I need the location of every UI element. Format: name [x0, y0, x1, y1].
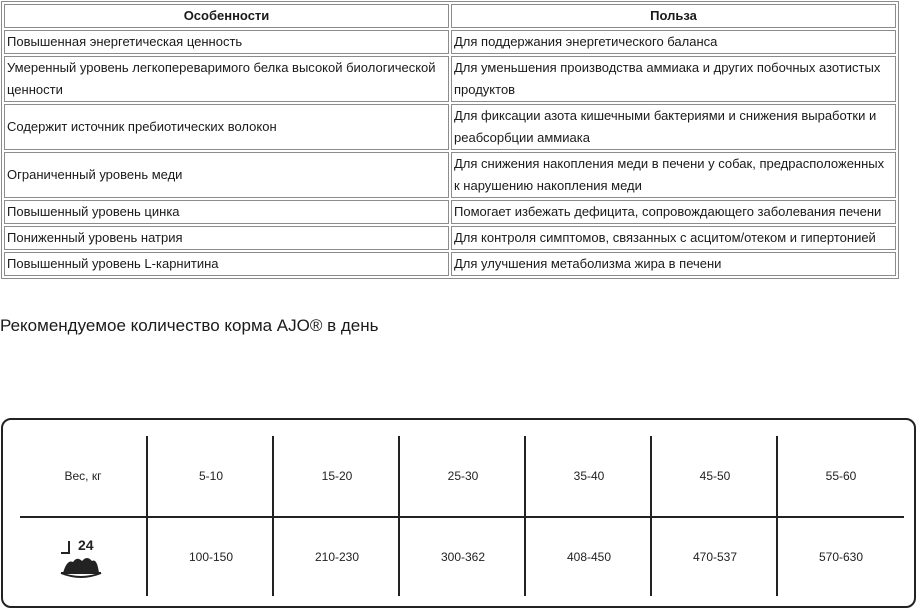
daily-icon-text: 24	[78, 537, 94, 553]
amount-value: 470-537	[692, 550, 738, 564]
feature-cell: Ограниченный уровень меди	[4, 152, 449, 198]
table-row	[4, 252, 896, 276]
feature-cell: Повышенная энергетическая ценность	[4, 30, 449, 54]
table-row	[4, 200, 896, 224]
benefit-cell: Помогает избежать дефицита, сопровождающего заболевания печени	[451, 200, 896, 224]
feeding-heading: Рекомендуемое количество корма AJO® в день	[0, 316, 379, 335]
weight-value: 15-20	[321, 469, 353, 483]
weight-value: 45-50	[699, 469, 731, 483]
weight-value: 25-30	[447, 469, 479, 483]
weight-value: 5-10	[198, 469, 224, 483]
table-row	[4, 104, 896, 150]
table-row	[4, 226, 896, 250]
benefit-cell: Для уменьшения производства аммиака и других побочных азотистых продуктов	[451, 56, 896, 102]
benefit-cell: Для поддержания энергетического баланса	[451, 30, 896, 54]
feature-cell: Пониженный уровень натрия	[4, 226, 449, 250]
feeding-grid	[20, 436, 904, 596]
table-row	[4, 56, 896, 102]
amount-value: 100-150	[188, 550, 234, 564]
amount-value: 570-630	[818, 550, 864, 564]
feature-cell: Повышенный уровень L-карнитина	[4, 252, 449, 276]
features-table	[1, 1, 899, 279]
benefit-cell: Для улучшения метаболизма жира в печени	[451, 252, 896, 276]
table-header-row	[4, 4, 896, 28]
column-header-features: Особенности	[4, 4, 449, 28]
amount-value: 300-362	[440, 550, 486, 564]
weight-value: 55-60	[825, 469, 857, 483]
feature-cell: Умеренный уровень легкопереваримого белка высокой биологической ценности	[4, 56, 449, 102]
column-header-benefit: Польза	[451, 4, 896, 28]
table-row	[4, 30, 896, 54]
benefit-cell: Для снижения накопления меди в печени у собак, предрасположенных к нарушению накопления меди	[451, 152, 896, 198]
daily-food-bowl-icon	[20, 518, 146, 596]
table-row	[4, 152, 896, 198]
weight-label: Вес, кг	[64, 469, 102, 483]
amount-value: 408-450	[566, 550, 612, 564]
benefit-cell: Для контроля симптомов, связанных с асцитом/отеком и гипертонией	[451, 226, 896, 250]
weight-value: 35-40	[573, 469, 605, 483]
feature-cell: Содержит источник пребиотических волокон	[4, 104, 449, 150]
feature-cell: Повышенный уровень цинка	[4, 200, 449, 224]
benefit-cell: Для фиксации азота кишечными бактериями и снижения выработки и реабсорбции аммиака	[451, 104, 896, 150]
feeding-panel	[1, 418, 916, 608]
amount-value: 210-230	[314, 550, 360, 564]
